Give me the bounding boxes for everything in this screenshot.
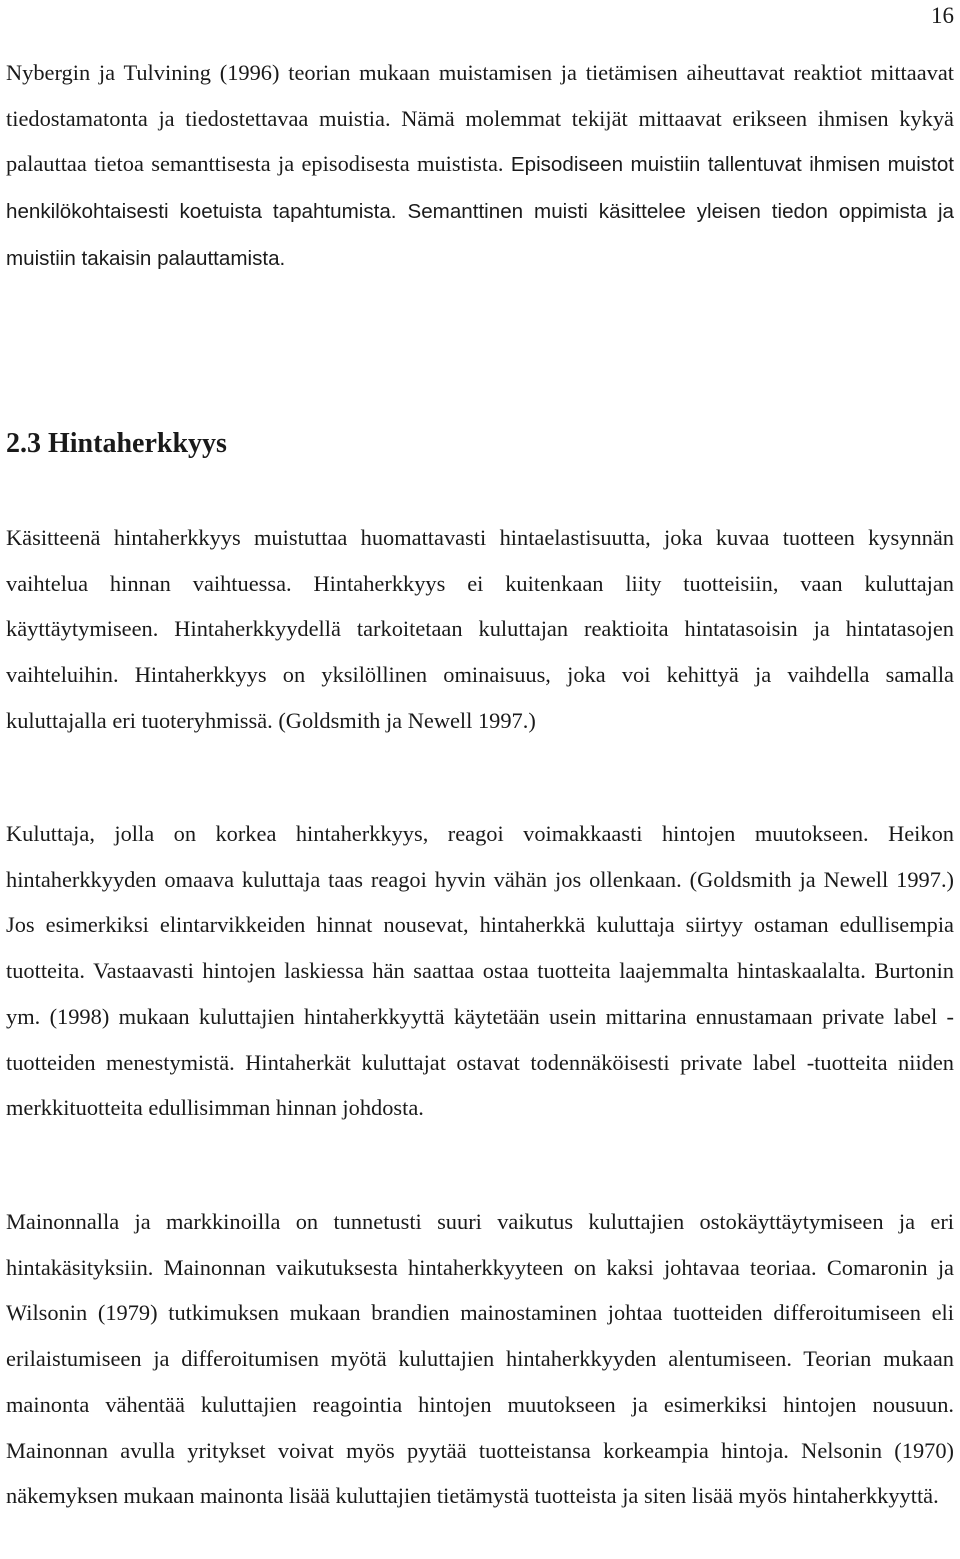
paragraph-advertising-effect: Mainonnalla ja markkinoilla on tunnetusti suuri vaikutus kuluttajien ostokäyttäytymiseen ja eri hintakäsityksiin. Mainonnan vaikutuksesta hintaherkkyyteen on kaksi johtavaa teoriaa. Comaronin ja Wilsonin (1979) tutkimuksen mukaan brandien mainostaminen johtaa tuotteiden differoitumiseen eli erilaistumiseen ja differoitumisen myötä kuluttajien hintaherkkyyden alentumiseen. Teorian mukaan mainonta vähentää kuluttajien reagointia hintojen muutokseen ja esimerkiksi hintojen nousuun. Mainonnan avulla yritykset voivat myös pyytää tuotteistansa korkeampia hintoja. Nelsonin (1970) näkemyksen mukaan mainonta lisää kuluttajien tietämystä tuotteista ja siten lisää myös hintaherkkyyttä. (6, 1209, 954, 1509)
paragraph-memory-theory-sans: Episodiseen muistiin tallentuvat ihmisen muistot henkilökohtaisesti koetuista tapahtumista. Semanttinen muisti käsittelee yleisen tiedon oppimista ja muistiin takaisin palauttamista. (6, 153, 955, 270)
paragraph-memory-theory-serif: Nybergin ja Tulvining (1996) teorian mukaan muistamisen ja tietämisen aiheuttavat reaktiot mittaavat tiedostamatonta ja tiedostettavaa muistia. Nämä molemmat tekijät mittaavat erikseen ihmisen kykyä palauttaa tietoa semanttisesta ja episodisesta muistista. (6, 60, 954, 177)
section-heading: 2.3 Hintaherkkyys (6, 428, 227, 459)
paragraph-price-sensitive-consumer: Kuluttaja, jolla on korkea hintaherkkyys, reagoi voimakkaasti hintojen muutokseen. Heikon hintaherkkyyden omaava kuluttaja taas reagoi hyvin vähän jos ollenkaan. (Goldsmith ja Newell 1997.) Jos esimerkiksi elintarvikkeiden hinnat nousevat, hintaherkkä kuluttaja siirtyy ostaman edullisempia tuotteita. Vastaavasti hintojen laskiessa hän saattaa ostaa tuotteita laajemmalta hintaskaalalta. Burtonin ym. (1998) mukaan kuluttajien hintaherkkyyttä käytetään usein mittarina ennustamaan private label -tuotteiden menestymistä. Hintaherkät kuluttajat ostavat todennäköisesti private label -tuotteita niiden merkkituotteita edullisimman hinnan johdosta. (6, 821, 954, 1121)
paragraph-price-sensitivity-definition: Käsitteenä hintaherkkyys muistuttaa huomattavasti hintaelastisuutta, joka kuvaa tuotteen kysynnän vaihtelua hinnan vaihtuessa. Hintaherkkyys ei kuitenkaan liity tuotteisiin, vaan kuluttajan käyttäytymiseen. Hintaherkkyydellä tarkoitetaan kuluttajan reaktioita hintatasoisin ja hintatasojen vaihteluihin. Hintaherkkyys on yksilöllinen ominaisuus, joka voi kehittyä ja vaihdella samalla kuluttajalla eri tuoteryhmissä. (Goldsmith ja Newell 1997.) (6, 525, 954, 733)
paragraph-memory-theory (6, 50, 954, 282)
page-number: 16 (931, 3, 954, 28)
